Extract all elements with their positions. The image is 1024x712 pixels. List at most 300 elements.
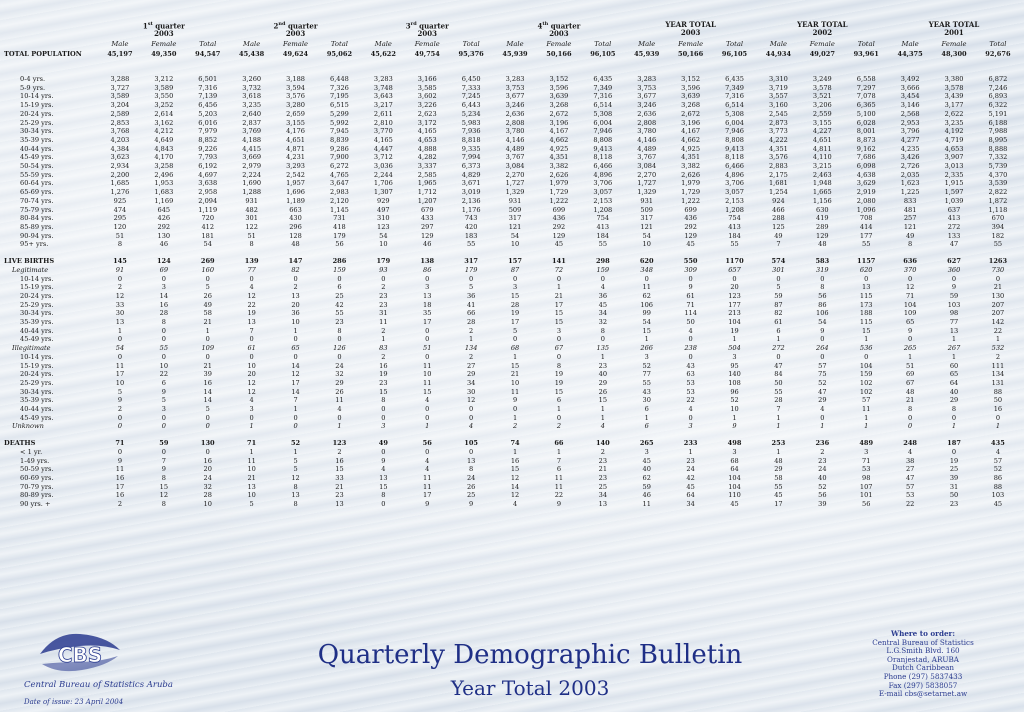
table-cell: 0 <box>381 413 386 422</box>
table-cell: 130 <box>200 439 215 448</box>
table-cell: 6 <box>556 465 562 474</box>
table-cell: 17 <box>510 318 520 327</box>
table-cell: 45 <box>993 500 1003 509</box>
column-header: Female <box>678 39 704 48</box>
table-cell: 536 <box>859 344 873 353</box>
table-cell: 5 <box>776 283 781 292</box>
table-cell: 6,514 <box>725 101 744 110</box>
table-cell: 4,489 <box>505 144 525 153</box>
table-cell: 63 <box>686 370 695 379</box>
table-cell: 1,948 <box>812 179 832 188</box>
table-cell: 413 <box>728 222 741 231</box>
table-cell: 1 <box>337 422 342 431</box>
order-info <box>838 630 1008 699</box>
table-cell: 348 <box>640 265 654 274</box>
table-cell: 679 <box>420 205 434 214</box>
table-cell: 111 <box>991 361 1005 370</box>
table-cell: 134 <box>991 370 1005 379</box>
table-cell: 95 <box>730 361 739 370</box>
table-cell: 3,578 <box>812 83 832 92</box>
table-cell: 2 <box>995 352 1001 361</box>
table-cell: 0 <box>425 413 430 422</box>
table-cell: 99 <box>642 309 651 318</box>
row-label: 80-84 yrs. <box>20 214 54 223</box>
table-cell: 3 <box>249 405 254 414</box>
period-header <box>625 20 757 38</box>
table-cell: 4,277 <box>900 135 920 144</box>
table-cell: 130 <box>991 291 1005 300</box>
table-cell: 1,118 <box>988 205 1008 214</box>
table-cell: 122 <box>245 222 258 231</box>
table-cell: 1 <box>864 422 869 431</box>
period-ordinal-suffix: nd <box>278 21 286 27</box>
table-cell: 297 <box>420 222 434 231</box>
table-cell: 7,946 <box>725 127 744 136</box>
table-cell: 3,258 <box>154 162 174 171</box>
table-cell: 3 <box>161 405 166 414</box>
table-cell: 104 <box>903 300 917 309</box>
table-cell: 13 <box>291 291 300 300</box>
table-cell: 3,013 <box>944 162 964 171</box>
table-cell: 1 <box>951 335 957 344</box>
table-cell: 1 <box>381 335 386 344</box>
table-cell: 102 <box>859 387 873 396</box>
table-cell: 466 <box>772 205 785 214</box>
table-cell: 13 <box>115 318 125 327</box>
table-cell: 3,602 <box>417 92 437 101</box>
table-cell: 16 <box>203 456 212 465</box>
table-cell: 55 <box>642 378 651 387</box>
table-cell: 50 <box>774 378 783 387</box>
table-cell: 1 <box>732 413 737 422</box>
table-cell: 4,415 <box>242 144 262 153</box>
table-cell: 23 <box>379 291 388 300</box>
table-cell: 1,965 <box>417 179 437 188</box>
table-cell: 3,084 <box>505 162 525 171</box>
table-cell: 49 <box>203 300 212 309</box>
table-cell: 104 <box>728 318 741 327</box>
table-cell: 0 <box>908 422 913 431</box>
period-name: YEAR TOTAL <box>797 20 848 30</box>
table-cell: 13 <box>598 500 608 509</box>
table-cell: 2 <box>512 422 518 431</box>
table-cell: 627 <box>947 257 961 266</box>
table-cell: 159 <box>596 265 610 274</box>
table-cell: 4,447 <box>373 144 393 153</box>
table-cell: 12 <box>247 387 256 396</box>
table-cell: 123 <box>332 439 347 448</box>
table-cell: 3,196 <box>681 118 701 127</box>
table-cell: 13 <box>423 291 432 300</box>
table-cell: 4,651 <box>286 135 305 144</box>
table-cell: 134 <box>464 344 478 353</box>
table-cell: 3,671 <box>461 179 481 188</box>
table-cell: 1 <box>951 352 957 361</box>
table-cell: 4,235 <box>900 144 920 153</box>
table-cell: 15 <box>642 326 651 335</box>
table-cell: 11 <box>642 283 651 292</box>
table-cell: 1,623 <box>900 179 920 188</box>
table-cell: 4,651 <box>812 135 832 144</box>
table-cell: 16 <box>115 473 125 482</box>
table-cell: 730 <box>991 265 1005 274</box>
table-cell: 107 <box>859 482 873 491</box>
table-cell: 17 <box>423 318 432 327</box>
table-cell: 15 <box>510 361 520 370</box>
table-cell: 10 <box>730 405 739 414</box>
table-cell: 0 <box>205 422 210 431</box>
table-cell: 6,501 <box>198 75 218 84</box>
table-cell: 28 <box>159 309 169 318</box>
table-cell: 82 <box>774 309 783 318</box>
table-cell: 5 <box>205 283 210 292</box>
table-cell: 4 <box>908 447 913 456</box>
table-cell: 8 <box>117 240 123 249</box>
table-cell: 23 <box>335 318 344 327</box>
table-cell: 413 <box>596 222 610 231</box>
table-cell: 2,153 <box>593 196 613 205</box>
table-cell: 8 <box>161 500 166 509</box>
table-cell: 125 <box>772 222 785 231</box>
table-cell: 3,057 <box>725 188 744 197</box>
row-label: 95+ yrs. <box>20 240 49 249</box>
table-cell: 9 <box>469 500 474 509</box>
table-cell: 6,443 <box>461 101 481 110</box>
table-cell: 182 <box>991 231 1005 240</box>
table-cell: 16 <box>203 378 212 387</box>
table-cell: 7,297 <box>856 83 876 92</box>
row-label: 50-59 yrs. <box>20 465 54 474</box>
table-cell: 106 <box>816 309 829 318</box>
table-cell: 52 <box>818 378 827 387</box>
table-cell: 7,979 <box>198 127 218 136</box>
table-cell: 54 <box>115 344 125 353</box>
table-row <box>2 370 1020 379</box>
table-cell: 11 <box>510 387 520 396</box>
table-cell: 0 <box>512 335 518 344</box>
table-cell: 104 <box>859 361 873 370</box>
table-cell: 3,767 <box>637 153 657 162</box>
table-cell: 31 <box>379 309 388 318</box>
table-cell: 0 <box>425 326 430 335</box>
table-cell: 83 <box>379 344 388 353</box>
table-cell: 188 <box>859 309 873 318</box>
row-label: 45-49 yrs. <box>20 335 54 344</box>
table-cell: 3,057 <box>593 188 613 197</box>
table-cell: 40 <box>598 370 608 379</box>
table-cell: 102 <box>859 378 873 387</box>
table-cell: 49,027 <box>809 50 835 59</box>
table-cell: 11 <box>115 361 125 370</box>
table-cell: 64 <box>949 378 959 387</box>
table-cell: 15 <box>379 482 388 491</box>
table-cell: 233 <box>683 439 698 448</box>
table-cell: 1 <box>776 413 781 422</box>
table-cell: 5,983 <box>461 118 481 127</box>
table-cell: 2,270 <box>637 170 657 179</box>
table-cell: 7,316 <box>725 92 744 101</box>
row-label: 20-24 yrs. <box>20 109 54 118</box>
table-row <box>2 483 1020 492</box>
table-cell: 0 <box>293 413 298 422</box>
table-row <box>2 188 1020 197</box>
period-name: quarter <box>419 21 449 31</box>
table-cell: 419 <box>816 214 829 223</box>
table-row <box>2 240 1020 249</box>
table-cell: 0 <box>820 352 825 361</box>
table-cell: 370 <box>903 265 917 274</box>
table-cell: 3,639 <box>681 92 701 101</box>
table-cell: 2,080 <box>856 196 876 205</box>
table-cell: 6,188 <box>988 118 1008 127</box>
table-cell: 3 <box>556 326 562 335</box>
table-cell: 13 <box>291 491 300 500</box>
table-cell: 1 <box>864 335 869 344</box>
table-cell: 3,283 <box>505 75 525 84</box>
table-cell: 62 <box>642 473 651 482</box>
table-cell: 51 <box>423 344 432 353</box>
table-cell: 0 <box>249 274 254 283</box>
table-cell: 66 <box>466 309 476 318</box>
table-cell: 14 <box>291 361 300 370</box>
table-cell: 65 <box>905 318 915 327</box>
table-cell: 2,979 <box>242 162 262 171</box>
table-cell: 4,843 <box>154 144 174 153</box>
row-label: 25-29 yrs. <box>20 378 54 387</box>
row-label: 40-44 yrs. <box>20 405 54 414</box>
table-cell: 9 <box>512 396 518 405</box>
table-cell: 1,953 <box>154 179 174 188</box>
table-cell: 11 <box>423 473 432 482</box>
table-cell: 4,765 <box>330 170 349 179</box>
table-cell: 0 <box>293 352 298 361</box>
table-cell: 481 <box>903 205 917 214</box>
table-cell: 26 <box>203 291 212 300</box>
table-cell: 17 <box>554 300 564 309</box>
table-cell: 9,286 <box>330 144 349 153</box>
table-cell: 56 <box>862 500 871 509</box>
table-cell: 179 <box>464 265 478 274</box>
table-cell: 29 <box>598 378 608 387</box>
table-cell: 58 <box>203 309 212 318</box>
table-cell: 29 <box>774 465 783 474</box>
table-cell: 43 <box>686 361 695 370</box>
table-cell: 25 <box>466 491 476 500</box>
table-cell: 7,945 <box>330 127 349 136</box>
table-cell: 3,638 <box>198 179 218 188</box>
table-cell: 532 <box>991 344 1005 353</box>
table-cell: 68 <box>510 344 520 353</box>
table-cell: 509 <box>508 205 522 214</box>
table-cell: 50 <box>949 491 959 500</box>
table-cell: 19 <box>730 326 739 335</box>
table-cell: 13 <box>949 326 959 335</box>
table-cell: 121 <box>508 222 522 231</box>
table-cell: 0 <box>732 274 737 283</box>
table-cell: 7,686 <box>856 153 876 162</box>
table-cell: 15 <box>510 291 520 300</box>
table-cell: 3,677 <box>637 92 657 101</box>
table-cell: 21 <box>203 318 212 327</box>
table-cell: 93,961 <box>853 50 879 59</box>
table-cell: 7,900 <box>330 153 349 162</box>
table-cell: 1,696 <box>286 188 305 197</box>
table-cell: 4,653 <box>944 144 964 153</box>
table-cell: 7,326 <box>330 83 349 92</box>
table-cell: 1,208 <box>593 205 613 214</box>
table-cell: 2,175 <box>768 170 788 179</box>
table-cell: 0 <box>995 274 1001 283</box>
table-cell: 131 <box>991 378 1005 387</box>
table-cell: 55 <box>993 240 1003 249</box>
column-header: Male <box>374 39 392 48</box>
row-label: 40-44 yrs. <box>20 326 54 335</box>
table-cell: 22 <box>159 370 169 379</box>
table-cell: 45,939 <box>502 50 528 59</box>
row-label: 25-29 yrs. <box>20 300 54 309</box>
table-cell: 65 <box>291 344 300 353</box>
table-cell: 1 <box>205 326 210 335</box>
table-cell: 36 <box>291 309 300 318</box>
table-cell: 25 <box>598 482 608 491</box>
table-cell: 9 <box>556 500 562 509</box>
table-cell: 6 <box>161 378 166 387</box>
table-cell: 23 <box>335 491 344 500</box>
table-cell: 11 <box>115 465 125 474</box>
table-cell: 8 <box>556 361 562 370</box>
table-cell: 16 <box>510 456 520 465</box>
row-label: 40-44 yrs. <box>20 144 54 153</box>
table-cell: 236 <box>815 439 830 448</box>
table-cell: 9,413 <box>593 144 613 153</box>
table-cell: 4,351 <box>549 153 569 162</box>
table-cell: 2,626 <box>681 170 701 179</box>
table-cell: 130 <box>157 231 171 240</box>
table-cell: 52 <box>642 361 651 370</box>
table-cell: 1,665 <box>812 188 832 197</box>
table-cell: 20 <box>291 300 300 309</box>
table-cell: 1 <box>293 405 298 414</box>
table-cell: 1157 <box>857 257 876 266</box>
table-cell: 3,732 <box>242 83 262 92</box>
table-cell: 7,349 <box>725 83 744 92</box>
table-cell: 5 <box>161 396 166 405</box>
table-cell: 426 <box>157 214 171 223</box>
table-cell: 2,626 <box>549 170 569 179</box>
table-cell: 5 <box>205 405 210 414</box>
table-cell: 0 <box>512 405 518 414</box>
table-cell: 24 <box>203 473 212 482</box>
table-cell: 17 <box>423 491 432 500</box>
table-cell: 583 <box>815 257 830 266</box>
table-cell: 0 <box>469 405 474 414</box>
table-cell: 50,166 <box>677 50 704 59</box>
table-row <box>2 388 1020 397</box>
row-label: 30-34 yrs. <box>20 309 54 318</box>
row-label: 70-74 yrs. <box>20 196 54 205</box>
table-cell: 5,739 <box>988 162 1008 171</box>
order-line: L.G.Smith Blvd. 160 <box>886 646 960 656</box>
table-cell: 3,753 <box>637 83 657 92</box>
table-cell: 1 <box>512 352 518 361</box>
table-cell: 253 <box>771 439 786 448</box>
table-cell: 269 <box>200 257 215 266</box>
table-row <box>2 318 1020 327</box>
table-cell: 8 <box>161 318 166 327</box>
table-cell: 133 <box>947 231 961 240</box>
table-cell: 0 <box>995 413 1001 422</box>
table-cell: 4,165 <box>373 135 393 144</box>
table-cell: 45,622 <box>370 50 396 59</box>
table-cell: 2 <box>117 500 123 509</box>
bulletin-subtitle: Year Total 2003 <box>450 676 610 700</box>
table-cell: 5,191 <box>988 109 1008 118</box>
table-cell: 84 <box>774 370 783 379</box>
sex-column-header-row <box>2 38 1020 50</box>
table-cell: 0 <box>117 447 123 456</box>
table-cell: 1,706 <box>373 179 393 188</box>
table-cell: 4,188 <box>242 135 262 144</box>
table-cell: 140 <box>595 439 610 448</box>
table-cell: 3,380 <box>944 75 964 84</box>
table-cell: 474 <box>113 205 127 214</box>
column-header: Female <box>941 39 967 48</box>
table-cell: 2,883 <box>768 162 788 171</box>
table-cell: 2,808 <box>505 118 525 127</box>
table-cell: 12 <box>905 283 915 292</box>
table-cell: 69 <box>905 370 915 379</box>
bulletin-footer <box>0 622 1024 712</box>
table-cell: 3,706 <box>593 179 613 188</box>
table-cell: 11 <box>423 482 432 491</box>
table-cell: 91 <box>115 265 125 274</box>
table-cell: 4,167 <box>549 127 569 136</box>
table-cell: 482 <box>245 205 258 214</box>
table-cell: 0 <box>600 274 605 283</box>
spacer-row <box>2 249 1020 257</box>
order-line: Phone (297) 5837433 <box>883 671 963 681</box>
table-cell: 3,677 <box>505 92 525 101</box>
table-cell: 3,252 <box>154 101 174 110</box>
row-label: 50-54 yrs. <box>20 162 54 171</box>
table-cell: 9 <box>820 326 825 335</box>
section-row <box>2 257 1020 266</box>
table-cell: 1 <box>293 326 298 335</box>
table-cell: 0 <box>469 274 474 283</box>
table-cell: 8,995 <box>988 135 1008 144</box>
section-row <box>2 439 1020 448</box>
table-cell: 22 <box>554 491 564 500</box>
table-cell: 7,316 <box>593 92 613 101</box>
table-cell: 16 <box>159 300 169 309</box>
table-cell: 60 <box>949 361 959 370</box>
table-cell: 10 <box>115 378 125 387</box>
table-cell: 3,907 <box>944 153 964 162</box>
table-cell: 2,837 <box>242 118 262 127</box>
table-cell: 86 <box>818 300 827 309</box>
table-cell: 42 <box>335 300 344 309</box>
table-cell: 6,028 <box>856 118 876 127</box>
table-cell: 1,685 <box>110 179 130 188</box>
table-cell: 504 <box>728 344 741 353</box>
table-cell: 6 <box>644 422 649 431</box>
table-cell: 4,192 <box>944 127 964 136</box>
table-cell: 3,767 <box>505 153 525 162</box>
table-cell: 310 <box>377 214 390 223</box>
row-label: 0-4 yrs. <box>20 75 46 84</box>
row-label: 25-29 yrs. <box>20 118 54 127</box>
row-label: 10-14 yrs. <box>20 92 54 101</box>
